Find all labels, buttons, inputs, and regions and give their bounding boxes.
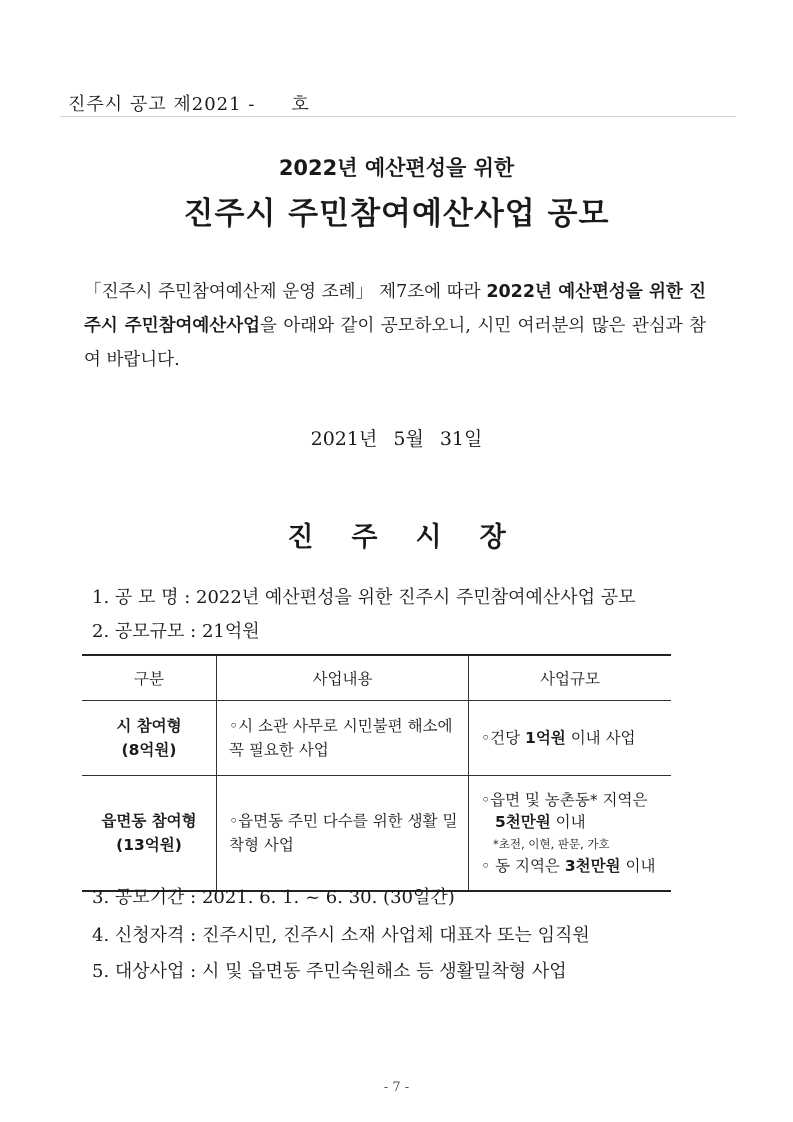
scale-text: 이내 — [550, 813, 586, 831]
item-eligibility: 4. 신청자격 : 진주시민, 진주시 소재 사업체 대표자 또는 임직원 — [92, 925, 590, 946]
row-content: ◦시 소관 사무로 시민불편 해소에 꼭 필요한 사업 — [217, 701, 469, 776]
row-budget: (8억원) — [121, 741, 177, 759]
table-header-scale: 사업규모 — [469, 655, 672, 701]
table-row — [82, 776, 671, 892]
intro-text-2: 을 아래와 같이 공모하오니, 시민 여러분의 많은 관심과 참여 바랍니다. — [84, 316, 706, 370]
intro-text-1: 「진주시 주민참여예산제 운영 조례」 제7조에 따라 — [84, 282, 487, 302]
scale-amount: 1억원 — [525, 729, 566, 747]
row-type: 시 참여형 — [116, 717, 182, 735]
signer: 진주시장 — [287, 522, 544, 553]
row-content: ◦읍면동 주민 다수를 위한 생활 밀착형 사업 — [217, 776, 469, 892]
row-scale-cell — [469, 701, 672, 776]
table-header-row — [82, 655, 671, 701]
header-divider — [60, 116, 736, 117]
scale-text: 이내 — [620, 857, 656, 875]
page-number: - 7 - — [383, 1080, 410, 1095]
row-type: 읍면동 참여형 — [101, 812, 197, 830]
scale-note: *초전, 이현, 판문, 가호 — [493, 837, 610, 851]
document-subtitle: 2022년 예산편성을 위한 — [278, 156, 515, 180]
scale-text: ◦ 동 지역은 — [481, 857, 565, 875]
scale-amount: 5천만원 — [495, 813, 551, 831]
notice-number-suffix: 호 — [291, 94, 310, 115]
scale-text: ◦건당 — [481, 729, 526, 747]
item-period: 3. 공모기간 : 2021. 6. 1. ~ 6. 30. (30일간) — [92, 887, 455, 908]
row-type-cell — [82, 776, 217, 892]
document-title: 진주시 주민참여예산사업 공모 — [183, 196, 610, 232]
scale-line — [481, 855, 670, 877]
scale-amount: 3천만원 — [564, 857, 621, 875]
table-header-content: 사업내용 — [217, 655, 469, 701]
intro-text-bold: 2022년 예산편성을 위한 진주시 주민참여예산사업 — [84, 282, 706, 336]
intro-paragraph — [84, 275, 706, 377]
scale-text: ◦읍면 및 농촌동* 지역은 — [481, 791, 648, 809]
row-budget: (13억원) — [116, 836, 182, 854]
budget-table — [82, 654, 671, 892]
item-title: 1. 공 모 명 : 2022년 예산편성을 위한 진주시 주민참여예산사업 공모 — [92, 587, 636, 608]
item-scale: 2. 공모규모 : 21억원 — [92, 621, 260, 642]
item-target: 5. 대상사업 : 시 및 읍면동 주민숙원해소 등 생활밀착형 사업 — [92, 961, 567, 982]
scale-line — [481, 811, 670, 833]
row-scale-cell — [469, 776, 672, 892]
scale-text: 이내 사업 — [565, 729, 636, 747]
table-header-type: 구분 — [82, 655, 217, 701]
table-row — [82, 701, 671, 776]
notice-number — [68, 90, 310, 116]
notice-date: 2021년 5월 31일 — [310, 428, 483, 450]
row-type-cell — [82, 701, 217, 776]
notice-number-prefix: 진주시 공고 제2021 - — [68, 94, 256, 115]
